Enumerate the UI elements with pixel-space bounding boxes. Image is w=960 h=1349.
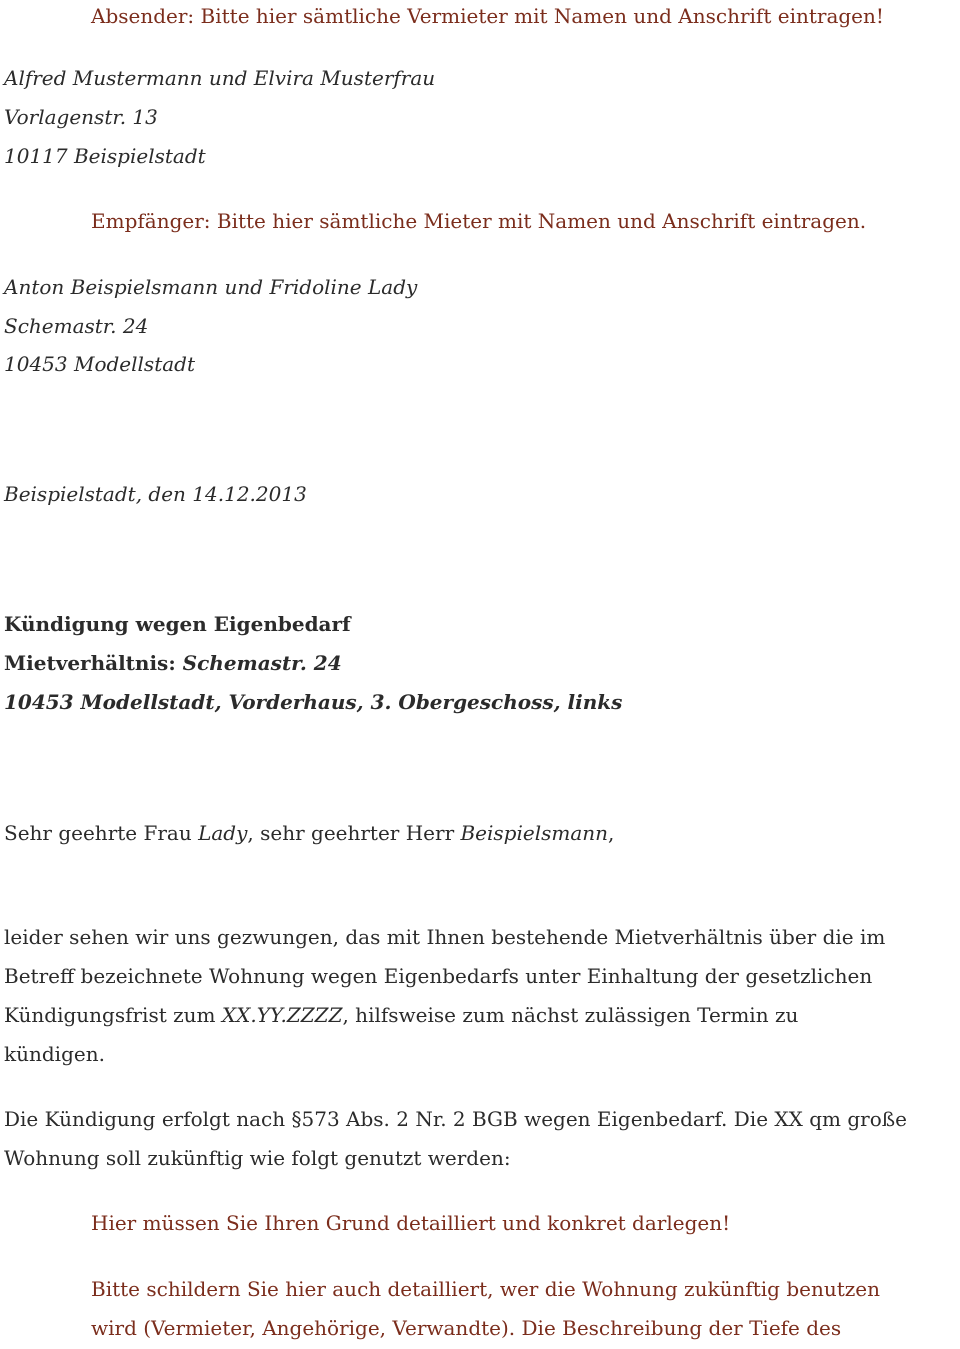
reason-hint: Hier müssen Sie Ihren Grund detailliert und konkret darlegen! [91,1211,731,1235]
detail-hint-line: Bitte schildern Sie hier auch detailliert, wer die Wohnung zukünftig benutzen [91,1277,881,1301]
subject-label: Mietverhältnis: [4,651,183,675]
recipient-name [4,273,417,301]
sender-city [4,142,206,170]
subject-location-text: 10453 Modellstadt, Vorderhaus, 3. Obergeschoss, links [4,690,623,714]
termination-date: XX.YY.ZZZZ [221,1003,343,1027]
body-line: Betreff bezeichnete Wohnung wegen Eigenbedarfs unter Einhaltung der gesetzlichen [4,964,873,988]
recipient-city-text: 10453 Modellstadt [4,352,195,376]
recipient-street [4,312,148,340]
sender-name [4,64,435,92]
body-line: leider sehen wir uns gezwungen, das mit Ihnen bestehende Mietverhältnis über die im [4,925,886,949]
subject-title: Kündigung wegen Eigenbedarf [4,612,351,636]
sender-name-text: Alfred Mustermann und Elvira Musterfrau [4,66,436,90]
recipient-hint: Empfänger: Bitte hier sämtliche Mieter mit Namen und Anschrift eintragen. [91,209,867,233]
salutation-part: , sehr geehrter Herr [247,821,461,845]
body-line [4,1001,798,1029]
sender-street-text: Vorlagenstr. 13 [4,105,158,129]
salutation-name: Beispielsmann [460,821,609,845]
salutation-part: , [608,821,615,845]
subject-location [4,688,622,716]
salutation-name: Lady [198,821,248,845]
recipient-city [4,350,195,378]
date-line [4,480,307,508]
subject-street: Schemastr. 24 [182,651,342,675]
body-text: Kündigungsfrist zum [4,1003,222,1027]
subject-tenancy [4,649,342,677]
date-prefix: Beispielstadt, den [4,482,193,506]
detail-hint-line: wird (Vermieter, Angehörige, Verwandte). Die Beschreibung der Tiefe des [91,1316,842,1340]
salutation-part: Sehr geehrte Frau [4,821,199,845]
recipient-name-text: Anton Beispielsmann und Fridoline Lady [4,275,418,299]
body-line: kündigen. [4,1042,105,1066]
sender-city-text: 10117 Beispielstadt [4,144,206,168]
sender-street [4,103,158,131]
sender-hint: Absender: Bitte hier sämtliche Vermieter mit Namen und Anschrift eintragen! [91,4,884,28]
body-text: , hilfsweise zum nächst zulässigen Termin zu [342,1003,799,1027]
body-line: Die Kündigung erfolgt nach §573 Abs. 2 Nr. 2 BGB wegen Eigenbedarf. Die XX qm große [4,1107,907,1131]
recipient-street-text: Schemastr. 24 [4,314,149,338]
salutation [4,819,614,847]
date: 14.12.2013 [192,482,307,506]
body-line: Wohnung soll zukünftig wie folgt genutzt werden: [4,1146,511,1170]
